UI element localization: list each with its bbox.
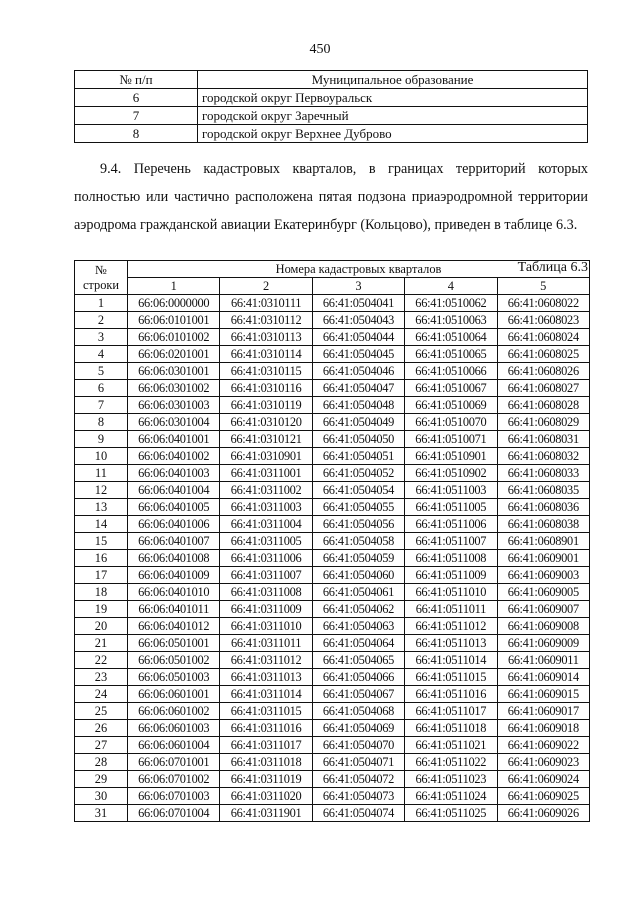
cadastral-number: 66:41:0609001 <box>497 550 589 567</box>
cadastral-number: 66:06:0101001 <box>128 312 220 329</box>
cadastral-number: 66:41:0608038 <box>497 516 589 533</box>
cadastral-number: 66:41:0310120 <box>220 414 312 431</box>
header-row-label-top: № <box>95 262 107 277</box>
cadastral-number: 66:41:0311901 <box>220 805 312 822</box>
table-row <box>75 499 590 516</box>
cadastral-number: 66:41:0311018 <box>220 754 312 771</box>
table-row <box>75 482 590 499</box>
paragraph-text: 9.4. Перечень кадастровых кварталов, в границах территорий которых полностью или частично расположена пятая подзона приаэродромной территории аэродрома гражданской авиации Екатеринбург (Кольцово), приведен в таблице 6.3. <box>74 161 588 233</box>
cadastral-number: 66:41:0511015 <box>405 669 497 686</box>
cadastral-number: 66:41:0510071 <box>405 431 497 448</box>
cadastral-number: 66:06:0601001 <box>128 686 220 703</box>
column-number: 1 <box>128 278 220 295</box>
cadastral-number: 66:41:0311017 <box>220 737 312 754</box>
cadastral-number: 66:41:0504072 <box>312 771 404 788</box>
cadastral-number: 66:06:0601004 <box>128 737 220 754</box>
header-row-label <box>75 261 128 295</box>
row-number: 30 <box>75 788 128 805</box>
cadastral-number: 66:41:0608901 <box>497 533 589 550</box>
cadastral-number: 66:41:0608026 <box>497 363 589 380</box>
cadastral-number: 66:06:0401001 <box>128 431 220 448</box>
cadastral-number: 66:41:0504046 <box>312 363 404 380</box>
cadastral-number: 66:41:0311015 <box>220 703 312 720</box>
cadastral-number: 66:41:0504070 <box>312 737 404 754</box>
table-row <box>75 312 590 329</box>
cadastral-number: 66:41:0310121 <box>220 431 312 448</box>
row-number: 8 <box>75 125 198 143</box>
cadastral-number: 66:41:0511013 <box>405 635 497 652</box>
cadastral-number: 66:06:0201001 <box>128 346 220 363</box>
cadastral-number: 66:41:0511024 <box>405 788 497 805</box>
table-row <box>75 737 590 754</box>
row-number: 3 <box>75 329 128 346</box>
row-number: 10 <box>75 448 128 465</box>
row-number: 6 <box>75 380 128 397</box>
cadastral-number: 66:41:0609011 <box>497 652 589 669</box>
page-number: 450 <box>309 42 331 57</box>
cadastral-number: 66:06:0401011 <box>128 601 220 618</box>
cadastral-number: 66:41:0609023 <box>497 754 589 771</box>
cadastral-number: 66:41:0504065 <box>312 652 404 669</box>
cadastral-number: 66:06:0401002 <box>128 448 220 465</box>
cadastral-number: 66:41:0504052 <box>312 465 404 482</box>
row-number: 14 <box>75 516 128 533</box>
cadastral-number: 66:41:0504048 <box>312 397 404 414</box>
cadastral-number: 66:41:0310114 <box>220 346 312 363</box>
column-number: 4 <box>405 278 497 295</box>
cadastral-number: 66:41:0511006 <box>405 516 497 533</box>
cadastral-number: 66:06:0501003 <box>128 669 220 686</box>
row-number: 8 <box>75 414 128 431</box>
header-row-number: № п/п <box>75 71 198 89</box>
cadastral-number: 66:41:0511014 <box>405 652 497 669</box>
cadastral-number: 66:41:0311009 <box>220 601 312 618</box>
cadastral-number: 66:41:0511012 <box>405 618 497 635</box>
cadastral-number: 66:41:0609025 <box>497 788 589 805</box>
table-row <box>75 635 590 652</box>
cadastral-number: 66:41:0504062 <box>312 601 404 618</box>
cadastral-number: 66:41:0609018 <box>497 720 589 737</box>
row-number: 9 <box>75 431 128 448</box>
cadastral-number: 66:41:0510062 <box>405 295 497 312</box>
cadastral-column-numbers <box>75 278 590 295</box>
cadastral-number: 66:41:0310113 <box>220 329 312 346</box>
cadastral-number: 66:06:0501002 <box>128 652 220 669</box>
municipality-name: городской округ Первоуральск <box>198 89 588 107</box>
cadastral-number: 66:41:0609024 <box>497 771 589 788</box>
cadastral-number: 66:06:0401005 <box>128 499 220 516</box>
cadastral-number: 66:41:0608025 <box>497 346 589 363</box>
cadastral-number: 66:41:0510901 <box>405 448 497 465</box>
cadastral-number: 66:41:0504058 <box>312 533 404 550</box>
row-number: 5 <box>75 363 128 380</box>
cadastral-number: 66:41:0311007 <box>220 567 312 584</box>
cadastral-number: 66:41:0311013 <box>220 669 312 686</box>
cadastral-number: 66:41:0510063 <box>405 312 497 329</box>
cadastral-number: 66:06:0301002 <box>128 380 220 397</box>
cadastral-number: 66:06:0401003 <box>128 465 220 482</box>
cadastral-number: 66:41:0609007 <box>497 601 589 618</box>
row-number: 20 <box>75 618 128 635</box>
cadastral-number: 66:06:0401010 <box>128 584 220 601</box>
cadastral-number: 66:41:0504073 <box>312 788 404 805</box>
column-number: 3 <box>312 278 404 295</box>
cadastral-number: 66:06:0601002 <box>128 703 220 720</box>
row-number: 19 <box>75 601 128 618</box>
table-row <box>75 720 590 737</box>
cadastral-number: 66:41:0504047 <box>312 380 404 397</box>
table-row <box>75 567 590 584</box>
cadastral-number: 66:41:0310112 <box>220 312 312 329</box>
row-number: 21 <box>75 635 128 652</box>
cadastral-number: 66:41:0608024 <box>497 329 589 346</box>
table-row <box>75 89 588 107</box>
cadastral-number: 66:41:0510067 <box>405 380 497 397</box>
cadastral-number: 66:41:0608028 <box>497 397 589 414</box>
cadastral-number: 66:41:0510065 <box>405 346 497 363</box>
table-row <box>75 618 590 635</box>
cadastral-number: 66:41:0311014 <box>220 686 312 703</box>
row-number: 16 <box>75 550 128 567</box>
header-row-label-bottom: строки <box>82 277 120 292</box>
cadastral-number: 66:06:0401004 <box>128 482 220 499</box>
cadastral-number: 66:41:0608023 <box>497 312 589 329</box>
cadastral-number: 66:41:0311006 <box>220 550 312 567</box>
cadastral-number: 66:41:0504059 <box>312 550 404 567</box>
cadastral-number: 66:41:0504061 <box>312 584 404 601</box>
row-number: 7 <box>75 107 198 125</box>
table-row <box>75 465 590 482</box>
cadastral-number: 66:41:0609008 <box>497 618 589 635</box>
cadastral-number: 66:41:0609017 <box>497 703 589 720</box>
cadastral-number: 66:41:0504049 <box>312 414 404 431</box>
cadastral-number: 66:41:0510064 <box>405 329 497 346</box>
table-row <box>75 533 590 550</box>
cadastral-number: 66:41:0311016 <box>220 720 312 737</box>
cadastral-number: 66:41:0608035 <box>497 482 589 499</box>
cadastral-number: 66:41:0504066 <box>312 669 404 686</box>
cadastral-number: 66:41:0504067 <box>312 686 404 703</box>
cadastral-number: 66:41:0504045 <box>312 346 404 363</box>
cadastral-number: 66:41:0511010 <box>405 584 497 601</box>
row-number: 6 <box>75 89 198 107</box>
cadastral-number: 66:41:0310901 <box>220 448 312 465</box>
cadastral-number: 66:06:0701001 <box>128 754 220 771</box>
table-row <box>75 125 588 143</box>
cadastral-number: 66:41:0504069 <box>312 720 404 737</box>
cadastral-number: 66:41:0511005 <box>405 499 497 516</box>
table-row <box>75 805 590 822</box>
table-row <box>75 414 590 431</box>
cadastral-header-row <box>75 261 590 278</box>
municipality-table <box>74 70 588 143</box>
table-row <box>75 652 590 669</box>
cadastral-number: 66:41:0311011 <box>220 635 312 652</box>
cadastral-number: 66:41:0504041 <box>312 295 404 312</box>
cadastral-number: 66:41:0510066 <box>405 363 497 380</box>
cadastral-number: 66:41:0609003 <box>497 567 589 584</box>
cadastral-number: 66:06:0401009 <box>128 567 220 584</box>
cadastral-number: 66:06:0401008 <box>128 550 220 567</box>
cadastral-number: 66:41:0608022 <box>497 295 589 312</box>
row-number: 18 <box>75 584 128 601</box>
cadastral-number: 66:41:0511017 <box>405 703 497 720</box>
cadastral-number: 66:41:0510070 <box>405 414 497 431</box>
cadastral-number: 66:41:0504050 <box>312 431 404 448</box>
cadastral-number: 66:41:0504054 <box>312 482 404 499</box>
cadastral-number: 66:41:0311003 <box>220 499 312 516</box>
table-row <box>75 516 590 533</box>
cadastral-table <box>74 260 590 822</box>
cadastral-number: 66:41:0511018 <box>405 720 497 737</box>
cadastral-number: 66:41:0608031 <box>497 431 589 448</box>
cadastral-number: 66:41:0311008 <box>220 584 312 601</box>
cadastral-number: 66:41:0504068 <box>312 703 404 720</box>
cadastral-number: 66:41:0608032 <box>497 448 589 465</box>
cadastral-number: 66:06:0401012 <box>128 618 220 635</box>
cadastral-table-body <box>75 295 590 822</box>
cadastral-number: 66:41:0510069 <box>405 397 497 414</box>
row-number: 1 <box>75 295 128 312</box>
cadastral-number: 66:41:0608033 <box>497 465 589 482</box>
cadastral-number: 66:41:0504043 <box>312 312 404 329</box>
row-number: 31 <box>75 805 128 822</box>
table-row <box>75 686 590 703</box>
cadastral-number: 66:41:0504056 <box>312 516 404 533</box>
municipality-name: городской округ Верхнее Дуброво <box>198 125 588 143</box>
table-row <box>75 584 590 601</box>
cadastral-number: 66:41:0311012 <box>220 652 312 669</box>
municipality-table-body <box>75 89 588 143</box>
cadastral-number: 66:06:0000000 <box>128 295 220 312</box>
table-row <box>75 669 590 686</box>
row-number: 17 <box>75 567 128 584</box>
table-row <box>75 771 590 788</box>
cadastral-number: 66:41:0504051 <box>312 448 404 465</box>
row-number: 26 <box>75 720 128 737</box>
cadastral-number: 66:41:0608036 <box>497 499 589 516</box>
cadastral-number: 66:41:0511003 <box>405 482 497 499</box>
municipality-name: городской округ Заречный <box>198 107 588 125</box>
cadastral-number: 66:41:0511011 <box>405 601 497 618</box>
row-number: 15 <box>75 533 128 550</box>
table-row <box>75 703 590 720</box>
header-municipality: Муниципальное образование <box>198 71 588 89</box>
table-row <box>75 788 590 805</box>
cadastral-number: 66:41:0311004 <box>220 516 312 533</box>
cadastral-number: 66:41:0609022 <box>497 737 589 754</box>
cadastral-number: 66:06:0701002 <box>128 771 220 788</box>
cadastral-number: 66:41:0511022 <box>405 754 497 771</box>
cadastral-number: 66:41:0608029 <box>497 414 589 431</box>
row-number: 12 <box>75 482 128 499</box>
cadastral-number: 66:41:0511016 <box>405 686 497 703</box>
row-number: 23 <box>75 669 128 686</box>
cadastral-number: 66:41:0609005 <box>497 584 589 601</box>
cadastral-number: 66:41:0511008 <box>405 550 497 567</box>
cadastral-number: 66:06:0501001 <box>128 635 220 652</box>
cadastral-number: 66:41:0511025 <box>405 805 497 822</box>
table-row <box>75 754 590 771</box>
cadastral-number: 66:41:0511007 <box>405 533 497 550</box>
row-number: 22 <box>75 652 128 669</box>
table-row <box>75 346 590 363</box>
cadastral-number: 66:41:0504074 <box>312 805 404 822</box>
table-row <box>75 329 590 346</box>
cadastral-number: 66:06:0301004 <box>128 414 220 431</box>
cadastral-number: 66:06:0401007 <box>128 533 220 550</box>
cadastral-number: 66:06:0601003 <box>128 720 220 737</box>
row-number: 7 <box>75 397 128 414</box>
row-number: 4 <box>75 346 128 363</box>
cadastral-number: 66:06:0701003 <box>128 788 220 805</box>
cadastral-number: 66:41:0310111 <box>220 295 312 312</box>
column-number: 2 <box>220 278 312 295</box>
cadastral-number: 66:06:0301001 <box>128 363 220 380</box>
cadastral-number: 66:41:0609009 <box>497 635 589 652</box>
cadastral-number: 66:41:0504071 <box>312 754 404 771</box>
table-row <box>75 295 590 312</box>
cadastral-number: 66:41:0609014 <box>497 669 589 686</box>
table-caption: Таблица 6.3 <box>517 260 588 275</box>
cadastral-number: 66:41:0504055 <box>312 499 404 516</box>
cadastral-number: 66:06:0401006 <box>128 516 220 533</box>
cadastral-number: 66:41:0511021 <box>405 737 497 754</box>
cadastral-number: 66:41:0609015 <box>497 686 589 703</box>
cadastral-number: 66:41:0310119 <box>220 397 312 414</box>
cadastral-number: 66:41:0311002 <box>220 482 312 499</box>
table-row <box>75 448 590 465</box>
cadastral-number: 66:41:0311005 <box>220 533 312 550</box>
cadastral-number: 66:41:0511009 <box>405 567 497 584</box>
row-number: 2 <box>75 312 128 329</box>
table-row <box>75 363 590 380</box>
row-number: 27 <box>75 737 128 754</box>
table-row <box>75 397 590 414</box>
cadastral-number: 66:41:0504063 <box>312 618 404 635</box>
cadastral-number: 66:41:0504044 <box>312 329 404 346</box>
cadastral-number: 66:41:0311020 <box>220 788 312 805</box>
row-number: 25 <box>75 703 128 720</box>
row-number: 11 <box>75 465 128 482</box>
column-number: 5 <box>497 278 589 295</box>
row-number: 28 <box>75 754 128 771</box>
cadastral-number: 66:41:0504060 <box>312 567 404 584</box>
cadastral-number: 66:41:0510902 <box>405 465 497 482</box>
cadastral-number: 66:41:0511023 <box>405 771 497 788</box>
cadastral-number: 66:41:0310116 <box>220 380 312 397</box>
table-row <box>75 107 588 125</box>
cadastral-number: 66:06:0301003 <box>128 397 220 414</box>
table-row <box>75 601 590 618</box>
cadastral-number: 66:41:0311019 <box>220 771 312 788</box>
table-row <box>75 431 590 448</box>
municipality-table-header <box>75 71 588 89</box>
cadastral-number: 66:41:0608027 <box>497 380 589 397</box>
cadastral-number: 66:41:0311001 <box>220 465 312 482</box>
table-row <box>75 550 590 567</box>
cadastral-number: 66:41:0311010 <box>220 618 312 635</box>
header-cadastral-group: Номера кадастровых кварталов <box>128 261 590 278</box>
cadastral-number: 66:41:0609026 <box>497 805 589 822</box>
cadastral-number: 66:06:0101002 <box>128 329 220 346</box>
row-number: 24 <box>75 686 128 703</box>
cadastral-number: 66:41:0310115 <box>220 363 312 380</box>
row-number: 13 <box>75 499 128 516</box>
table-row <box>75 380 590 397</box>
row-number: 29 <box>75 771 128 788</box>
cadastral-number: 66:06:0701004 <box>128 805 220 822</box>
cadastral-number: 66:41:0504064 <box>312 635 404 652</box>
section-paragraph <box>74 155 588 239</box>
